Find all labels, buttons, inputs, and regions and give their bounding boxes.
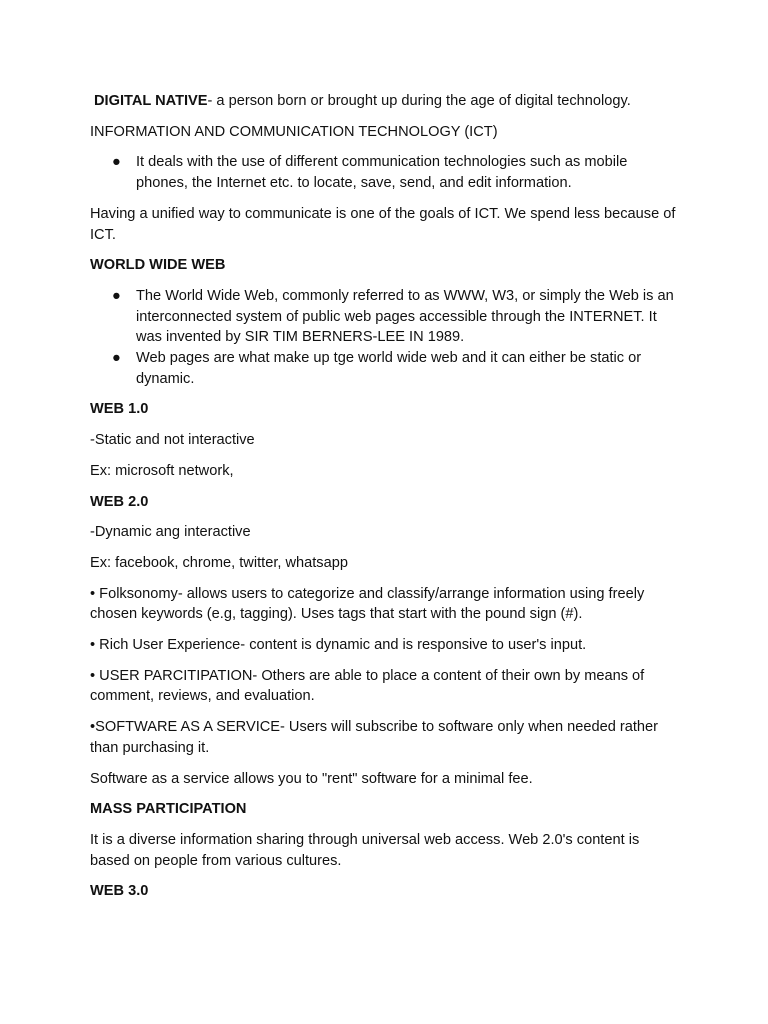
- ict-heading: INFORMATION AND COMMUNICATION TECHNOLOGY (ICT): [90, 123, 498, 140]
- list-item: [90, 286, 680, 348]
- web2-example: Ex: facebook, chrome, twitter, whatsapp: [90, 554, 348, 571]
- bullet-icon: ●: [112, 154, 121, 171]
- ict-bullet-list: [90, 152, 680, 193]
- web1-description: -Static and not interactive: [90, 432, 255, 449]
- rich-ux-paragraph: • Rich User Experience- content is dynamic and is responsive to user's input.: [90, 637, 587, 654]
- web2-heading: WEB 2.0: [90, 493, 149, 510]
- definition-paragraph: [90, 91, 680, 112]
- www-heading: WORLD WIDE WEB: [90, 257, 226, 274]
- www-bullet-list: [90, 286, 680, 390]
- folksonomy-paragraph: • Folksonomy- allows users to categorize and classify/arrange information using freely chosen keywords (e.g, tagging). Uses tags that start with the pound sign (#).: [90, 585, 645, 623]
- definition-term: DIGITAL NATIVE: [94, 93, 208, 109]
- list-item-text: Web pages are what make up tge world wide web and it can either be static or dynamic.: [136, 350, 642, 387]
- saas-note-paragraph: Software as a service allows you to "rent" software for a minimal fee.: [90, 770, 533, 787]
- web2-description: -Dynamic ang interactive: [90, 524, 251, 541]
- user-participation-paragraph: • USER PARCITIPATION- Others are able to place a content of their own by means of comment, reviews, and evaluation.: [90, 667, 645, 705]
- web1-heading: WEB 1.0: [90, 401, 149, 418]
- bullet-icon: ●: [112, 287, 121, 304]
- saas-paragraph: •SOFTWARE AS A SERVICE- Users will subscribe to software only when needed rather than purchasing it.: [90, 719, 659, 756]
- document-page: [90, 91, 680, 912]
- list-item-text: It deals with the use of different communication technologies such as mobile phones, the Internet etc. to locate, save, send, and edit information.: [136, 154, 628, 192]
- mass-participation-paragraph: It is a diverse information sharing through universal web access. Web 2.0's content is based on people from various cultures.: [90, 831, 640, 869]
- definition-text: - a person born or brought up during the age of digital technology.: [207, 93, 631, 109]
- list-item: [90, 348, 680, 389]
- mass-participation-heading: MASS PARTICIPATION: [90, 801, 247, 818]
- bullet-icon: ●: [112, 350, 121, 367]
- web1-example: Ex: microsoft network,: [90, 462, 234, 479]
- web3-heading: WEB 3.0: [90, 883, 149, 900]
- list-item-text: The World Wide Web, commonly referred to as WWW, W3, or simply the Web is an interconnected system of public web pages accessible through the INTERNET. It was invented by SIR TIM BERNERS-LEE IN 1989.: [136, 287, 674, 346]
- list-item: [90, 152, 680, 193]
- ict-paragraph: Having a unified way to communicate is one of the goals of ICT. We spend less because of ICT.: [90, 205, 676, 243]
